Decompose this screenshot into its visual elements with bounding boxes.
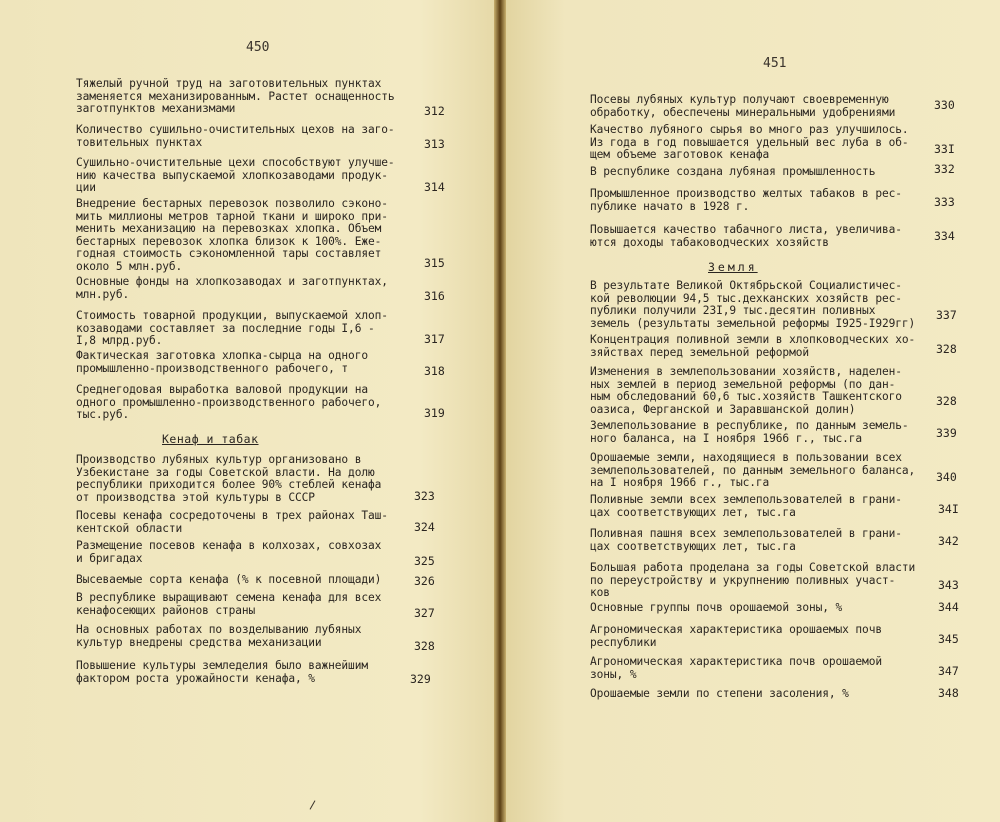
page-ref: 329 [410,672,431,686]
entry-text: Землепользование в республике, по данным земель- ного баланса, на I ноября 1966 г., тыс.га [590,419,909,445]
page-ref: 342 [938,534,959,548]
entry-text: Качество лубяного сырья во много раз улучшилось. Из года в год повышается удельный вес луба в об- щем объеме заготовок кенафа [590,123,909,162]
index-entry [590,624,940,649]
entry-text: Высеваемые сорта кенафа (% к посевной площади) [76,573,382,586]
page-ref: 332 [934,162,955,176]
page-ref: 344 [938,600,959,614]
page-ref: 314 [424,180,445,194]
entry-text: На основных работах по возделыванию лубяных культур внедрены средства механизации [76,623,362,649]
entry-text: Посевы лубяных культур получают своевременную обработку, обеспечены минеральными удобрениями [590,93,896,119]
page-ref: 33I [934,142,955,156]
index-entry [76,350,406,375]
entry-text: Повышение культуры земледелия было важнейшим фактором роста урожайности кенафа, % [76,659,368,685]
index-entry [76,157,406,195]
index-entry [76,592,406,617]
section-title: Земля [708,260,758,274]
page-ref: 337 [936,308,957,322]
entry-text: Сушильно-очистительные цехи способствуют улучше- нию качества выпускаемой хлопкозаводами продук- ции [76,156,395,195]
entry-text: Количество сушильно-очистительных цехов на заго- товительных пунктах [76,123,395,149]
index-entry [590,528,940,553]
entry-text: Повышается качество табачного листа, увеличива- ются доходы табаководческих хозяйств [590,223,902,249]
entry-text: Агрономическая характеристика орошаемых почв республики [590,623,882,649]
page-ref: 328 [414,639,435,653]
book-gutter [494,0,506,822]
entry-text: Орошаемые земли, находящиеся в пользовании всех землепользователей, по данным земельного баланса, на I ноября 1966 г., тыс.га [590,451,916,490]
entry-text: Основные группы почв орошаемой зоны, % [590,601,843,614]
index-entry [76,124,406,149]
page-ref: 343 [938,578,959,592]
page-ref: 319 [424,406,445,420]
entry-text: Тяжелый ручной труд на заготовительных пунктах заменяется механизированным. Растет оснащенность заготпунктов механизмами [76,77,395,116]
page-ref: 333 [934,195,955,209]
index-entry [76,310,406,348]
entry-text: Изменения в землепользовании хозяйств, наделен- ных землей в период земельной реформы (по дан- ным обследований 60,6 тыс.хозяйств Ташкентского оазиса, Ферганской и Заравшанской долин) [590,365,902,416]
page-ref: 315 [424,256,445,270]
page-ref: 323 [414,489,435,503]
entry-text: Концентрация поливной земли в хлопководческих хо- зяйствах перед земельной реформой [590,333,916,359]
index-entry [76,454,406,504]
page-ref: 328 [936,394,957,408]
page-ref: 312 [424,104,445,118]
entry-text: Среднегодовая выработка валовой продукции на одного промышленно-производственного рабочего, тыс.руб. [76,383,382,422]
index-entry [590,224,930,249]
entry-text: Фактическая заготовка хлопка-сырца на одного промышленно-производственного рабочего, т [76,349,368,375]
index-entry [76,574,406,587]
page-number: 450 [246,40,270,55]
index-entry [76,624,406,649]
index-entry [76,384,406,422]
index-entry [590,124,930,162]
page-ref: 328 [936,342,957,356]
entry-text: В республике создана лубяная промышленность [590,165,876,178]
entry-text: Производство лубяных культур организовано в Узбекистане за годы Советской власти. На долю республики приходится более 90% стеблей кенафа от производства этой культуры в СССР [76,453,382,504]
index-entry [590,562,940,600]
page-ref: 318 [424,364,445,378]
index-entry [590,656,940,681]
index-entry [590,366,940,416]
index-entry [76,510,406,535]
index-entry [590,166,930,179]
page-ref: 345 [938,632,959,646]
index-entry [590,602,940,615]
left-page [0,0,494,822]
page-ref: 325 [414,554,435,568]
page-ref: 317 [424,332,445,346]
index-entry [590,452,940,490]
entry-text: Размещение посевов кенафа в колхозах, совхозах и бригадах [76,539,382,565]
index-entry [76,78,406,116]
page-ref: 313 [424,137,445,151]
index-entry [76,660,406,685]
page-ref: 34I [938,502,959,516]
index-entry [590,420,940,445]
page-ref: 339 [936,426,957,440]
page-ref: 347 [938,664,959,678]
index-entry [76,276,406,301]
index-entry [76,540,406,565]
entry-text: Внедрение бестарных перевозок позволило сэконо- мить миллионы метров тарной ткани и широко при- менить механизацию на перевозках хлопка. Объем бестарных перевозок хлопка близок к 100%. Еже- годная стоимость сэкономленной тары составляет около 5 млн.руб. [76,197,388,273]
index-entry [590,94,930,119]
entry-text: Агрономическая характеристика почв орошаемой зоны, % [590,655,882,681]
entry-text: Большая работа проделана за годы Советской власти по переустройству и укрупнению поливных участ- ков [590,561,916,600]
index-entry [590,494,940,519]
page-ref: 326 [414,574,435,588]
page-ref: 327 [414,606,435,620]
page-ref: 334 [934,229,955,243]
index-entry [590,280,940,330]
page-ref: 330 [934,98,955,112]
entry-text: В республике выращивают семена кенафа для всех кенафосеющих районов страны [76,591,382,617]
right-page [506,0,1000,822]
entry-text: Основные фонды на хлопкозаводах и заготпунктах, млн.руб. [76,275,388,301]
index-entry [76,198,416,274]
entry-text: Посевы кенафа сосредоточены в трех районах Таш- кентской области [76,509,388,535]
pen-mark [310,800,316,809]
page-number: 451 [763,56,787,71]
page-ref: 316 [424,289,445,303]
page-ref: 324 [414,520,435,534]
section-title: Кенаф и табак [162,432,259,446]
index-entry [590,188,930,213]
entry-text: В результате Великой Октябрьской Социалистичес- кой революции 94,5 тыс.дехканских хозяйств рес- публики получили 23I,9 тыс.десятин поливных земель (результаты земельной реформы I925-I929гг) [590,279,916,330]
index-entry [590,334,940,359]
entry-text: Орошаемые земли по степени засоления, % [590,687,849,700]
page-ref: 348 [938,686,959,700]
page-ref: 340 [936,470,957,484]
entry-text: Промышленное производство желтых табаков в рес- публике начато в 1928 г. [590,187,902,213]
entry-text: Поливная пашня всех землепользователей в грани- цах соответствующих лет, тыс.га [590,527,902,553]
entry-text: Поливные земли всех землепользователей в грани- цах соответствующих лет, тыс.га [590,493,902,519]
index-entry [590,688,940,701]
entry-text: Стоимость товарной продукции, выпускаемой хлоп- козаводами составляет за последние годы I,6 - I,8 млрд.руб. [76,309,388,348]
